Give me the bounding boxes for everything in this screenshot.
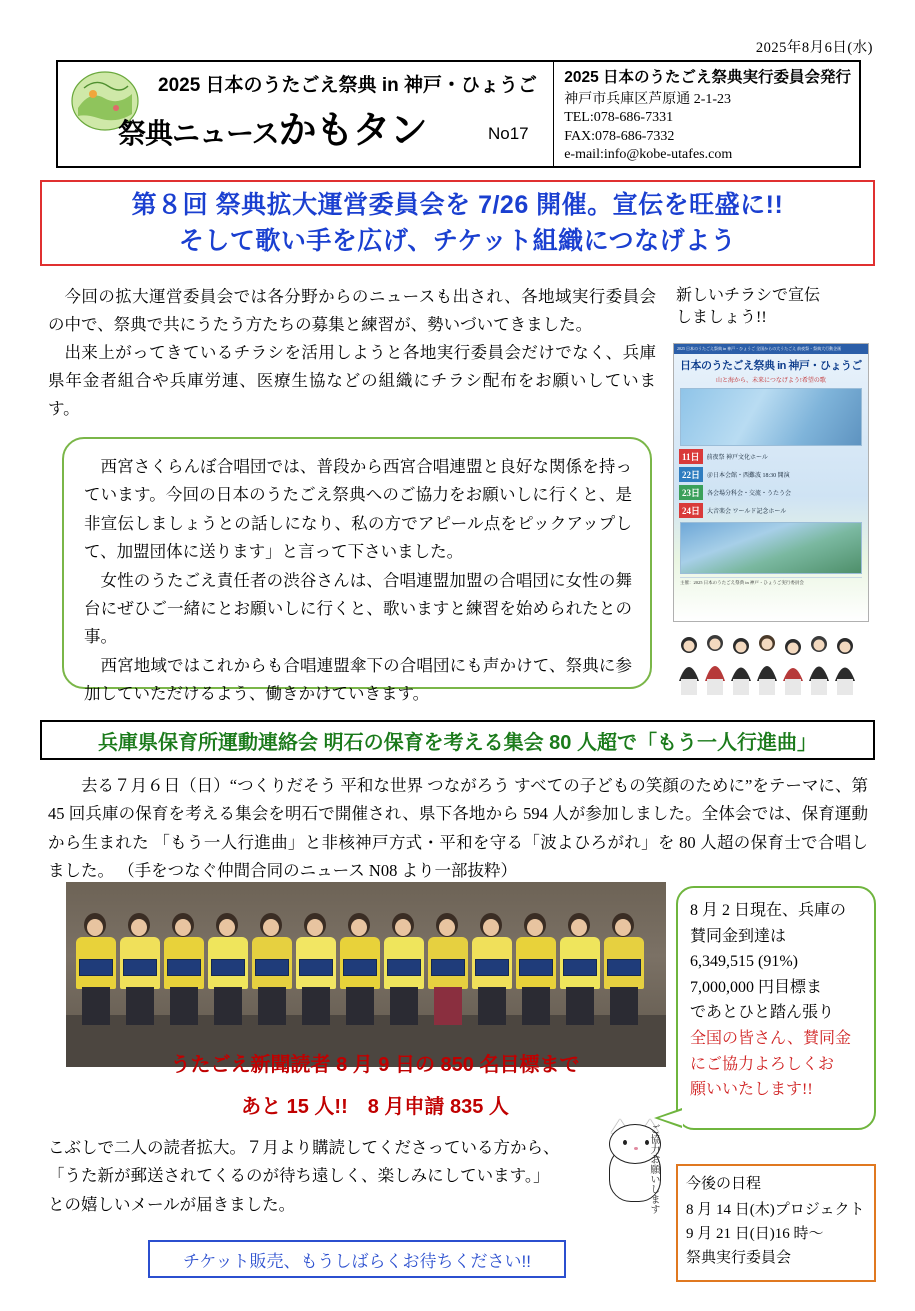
schedule-item-2: 9 月 21 日(日)16 時～: [686, 1226, 824, 1242]
masthead-title: [118, 99, 427, 154]
masthead-right: [554, 62, 859, 166]
donation-bubble: [676, 886, 876, 1130]
section-heading-bar: [40, 720, 875, 760]
lead-paragraph-2: 出来上がってきているチラシを活用しようと各地実行委員会だけでなく、兵庫県年金者組合や兵庫労連、医療生協などの組織にチラシ配布をお願いしています。: [48, 343, 656, 419]
bubble-line-6: 全国の皆さん、賛同金: [690, 1029, 851, 1047]
closing-line-1: こぶしで二人の読者拡大。７月より購読してくださっている方から、: [48, 1138, 560, 1157]
green-paragraph-1: 西宮さくらんぼ合唱団では、普段から西宮合唱連盟と良好な関係を持っています。今回の日本のうたごえ祭典へのご協力をお願いしに行くと、是非宣伝しましょうとの話しになり、私の方でアピール点をピックアップして、加盟団体に送ります」と言って下さいました。: [84, 457, 632, 562]
ticket-notice-text: チケット販売、もうしばらくお待ちください!!: [183, 1251, 531, 1271]
flyer-day-3-text: 各会場分科会・交流・うたう会: [707, 491, 792, 497]
masthead: [56, 60, 861, 168]
bubble-line-1: 8 月 2 日現在、兵庫の: [690, 902, 847, 919]
flyer-row-1: [679, 449, 863, 464]
article-2: [48, 772, 868, 886]
reader-target-text: [90, 1044, 660, 1128]
schedule-title: 今後の日程: [686, 1176, 762, 1192]
flyer-day-4-text: 大音楽会 ワールド記念ホール: [707, 509, 787, 515]
reader-target-line-1: うたごえ新聞読者 8 月 9 日の 850 名目標まで: [170, 1054, 580, 1076]
bubble-line-4: 7,000,000 円目標ま: [690, 978, 823, 996]
masthead-title-big: かもタン: [278, 110, 427, 152]
flyer-hero-photo: [680, 388, 862, 446]
flyer-caption: [676, 285, 876, 330]
highlight-green-box: [62, 437, 652, 703]
flyer-day-1: 11日: [679, 449, 703, 464]
publisher-name: 2025 日本のうたごえ祭典実行委員会発行: [564, 69, 851, 86]
flyer-footer-text: 主催：2025 日本のうたごえ祭典 in 神戸・ひょうご実行委員会: [680, 577, 862, 587]
schedule-item-3: 祭典実行委員会: [686, 1250, 792, 1266]
green-paragraph-2: 女性のうたごえ責任者の渋谷さんは、合唱連盟加盟の合唱団に女性の舞台にぜひご一緒にとお願いしに行くと、歌いますと練習を始められたとの事。: [84, 570, 632, 647]
flyer-title: 日本のうたごえ祭典 in 神戸・ひょうご: [680, 360, 862, 372]
masthead-title-small: 祭典ニュース: [118, 118, 279, 149]
publisher-email: e-mail:info@kobe-utafes.com: [564, 147, 733, 163]
masthead-left: [58, 62, 554, 166]
flyer-day-2-text: ＠日本会館・西難波 18:30 開演: [707, 473, 790, 479]
section-heading-text: 兵庫県保育所運動連絡会 明石の保育を考える集会 80 人超で「もう一人行進曲」: [98, 731, 817, 754]
masthead-subtitle: 2025 日本のうたごえ祭典 in 神戸・ひょうご: [158, 75, 537, 96]
main-headline-box: [40, 180, 875, 266]
lead-article: [48, 283, 656, 423]
flyer-caption-line-1: 新しいチラシで宣伝: [676, 287, 821, 304]
article-2-paragraph: 去る７月６日（日）“つくりだそう 平和な世界 つながろう すべての子どもの笑顔のために”をテーマに、第 45 回兵庫の保育を考える集会を明石で開催され、県下各地から 594 人が参加しました。全体会では、保育運動から生まれた 「もう一人行進曲」と非核神戸方式・平和を守る「波よひろがれ」を 80 人超の保育士で合唱しました。 （手をつなぐ仲間合同のニュース N08 より一部抜粋）: [48, 776, 868, 881]
flyer-row-3: [679, 485, 863, 500]
flyer-row-2: [679, 467, 863, 482]
flyer-subtitle: 山と海から、未来につなげよう!希望の歌: [716, 378, 826, 384]
closing-line-3: との嬉しいメールが届きました。: [48, 1194, 296, 1214]
bubble-line-7: にご協力よろしくお: [690, 1055, 835, 1073]
flyer-day-1-text: 前夜祭 神戸文化ホール: [706, 455, 768, 461]
headline-line-1: 第８回 祭典拡大運営委員会を 7/26 開催。宣伝を旺盛に!!: [131, 190, 784, 219]
flyer-day-3: 23日: [679, 485, 703, 500]
bubble-line-5: であとひと踏ん張り: [690, 1004, 835, 1022]
publisher-address: 神戸市兵庫区芦原通 2-1-23: [564, 91, 732, 107]
flyer-row-4: [679, 503, 863, 518]
ticket-notice-box: [148, 1240, 566, 1278]
closing-line-2: 「うた新が郵送されてくるのが待ち遠しく、楽しみにしています。」: [48, 1166, 550, 1186]
reader-target-line-2: あと 15 人!! 8 月申請 835 人: [241, 1096, 509, 1118]
green-paragraph-3: 西宮地域ではこれからも合唱連盟傘下の合唱団にも声かけて、祭典に参加していただけるよう、働きかけていきます。: [84, 655, 632, 703]
festival-flyer-image: [673, 343, 869, 622]
flyer-venue-photo: [680, 522, 862, 574]
issue-date: 2025年8月6日(水): [755, 40, 873, 56]
closing-paragraph: [48, 1134, 608, 1219]
flyer-day-4: 24日: [679, 503, 703, 518]
publisher-tel: TEL:078-686-7331: [564, 110, 674, 126]
issue-number: No17: [488, 124, 529, 143]
publisher-fax: FAX:078-686-7332: [564, 128, 675, 144]
lead-paragraph-1: 今回の拡大運営委員会では各分野からのニュースも出され、各地域実行委員会の中で、祭典で共にうたう方たちの募集と練習が、勢いづいてきました。: [48, 287, 656, 335]
headline-line-2: そして歌い手を広げ、チケット組織につなげよう: [178, 227, 737, 255]
bubble-line-8: 願いいたします!!: [690, 1081, 813, 1099]
schedule-item-1: 8 月 14 日(木)プロジェクト: [686, 1202, 865, 1218]
flyer-band-text: 2025 日本のうたごえ祭典 in 神戸・ひょうご 全国からの大うたごえ 前夜祭・祭典大行動企画: [674, 344, 868, 354]
chorus-illustration: [673, 625, 869, 697]
bubble-line-3: 6,349,515 (91%): [690, 953, 798, 971]
flyer-caption-line-2: しましょう!!: [676, 309, 767, 327]
chorus-photo: [66, 882, 666, 1067]
bubble-line-2: 賛同金到達は: [690, 927, 787, 945]
schedule-box: [676, 1164, 876, 1282]
flyer-day-2: 22日: [679, 467, 703, 482]
cat-speech-text: ご協力お願いします: [648, 1124, 659, 1214]
